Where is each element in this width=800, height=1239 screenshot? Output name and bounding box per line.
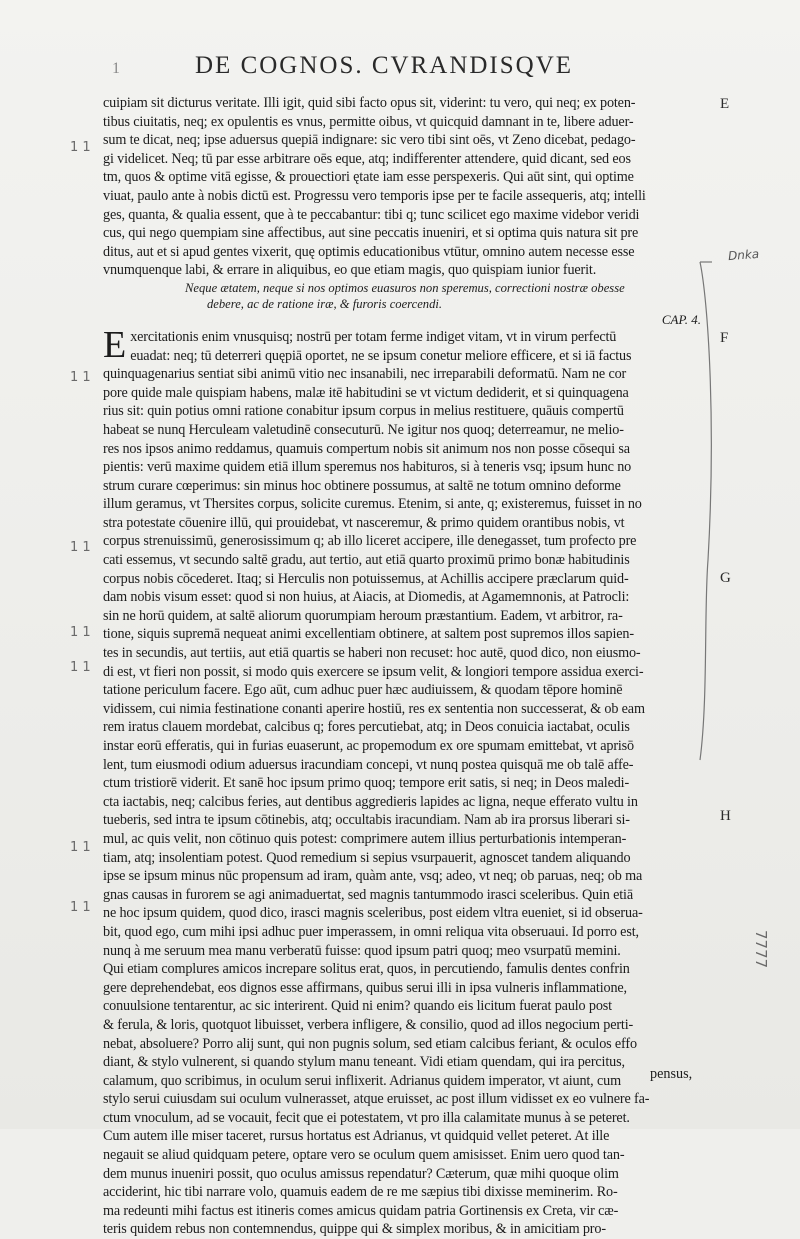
pencil-mark: 1 1	[70, 370, 91, 385]
margin-letter-h: H	[720, 808, 731, 824]
text-line: ma redeunti mihi factus est itineris comes amicus quidam patria Gortinensis ex Creta, vir cæ-	[103, 1202, 619, 1219]
text-line: Cum autem ille miser taceret, rursus hortatus est Adrianus, vt quidquid vellet peteret. At ille	[103, 1128, 610, 1145]
catchword: pensus,	[650, 1066, 693, 1082]
text-line: tione, siquis supremā nequeat animi excellentiam obtinere, at saltem post supremos illos sapien-	[103, 626, 634, 643]
pencil-mark: 1 1	[70, 540, 91, 555]
text-line: pore quide male quispiam habens, malæ itē habitudini se vt victum dediderit, et si quinquagena	[103, 384, 629, 401]
text-line: sin ne horū quidem, at saltē aliorum quorumpiam heroum præstantium. Eadem, vt arbitror, ra-	[103, 607, 623, 624]
text-line: ditus, aut et si apud gentes vixerit, quę optimis educationibus vtūtur, omnino autem necesse esse	[103, 243, 635, 260]
text-line: vidissem, cui nimia festinatione conanti aperire hostiū, res ex sententia non successerat, & ob eam	[103, 700, 645, 717]
text-line: dem munus inueniri possit, quo oculus amissus rependatur? Cæterum, quæ mihi quoque olim	[103, 1165, 619, 1182]
text-line: ges, quanta, & qualia essent, que à te peccabantur: tibi q; tunc scilicet ego maxime videbor veridi	[103, 206, 640, 223]
text-line: viuat, paulo ante à nobis dictū est. Progressu vero temporis ipse per te facile assequeris, atq; intelli	[103, 187, 646, 204]
text-line: corpus strenuissimū, generosissimum q; ab illo liceret accipere, ille denegasset, tum profecto pre	[103, 533, 637, 550]
text-line: instar eorū efferatis, qui in furias euaserunt, ac propemodum ex ore spumam emittebat, vt aprisō	[103, 738, 634, 754]
text-line: acciderint, hic tibi narrare volo, quamuis eadem de re me sæpius tibi dixisse meminerim. Ro-	[103, 1184, 618, 1201]
text-line: stra potestate cōuenire illū, qui prouidebat, vt nasceremur, & primo quidem orantibus nobis, vt	[103, 514, 625, 531]
text-line: gi videlicet. Neq; tū par esse arbitrare oēs eque, atq; indifferenter attendere, quid dicant, sed eos	[103, 150, 631, 167]
chapter-heading: CAP. 4.	[661, 311, 701, 327]
text-line: stylo serui cuiusdam sui oculum vulnerasset, atque eruisset, ac post illum vidisset ex eo vulnere fa-	[103, 1091, 650, 1108]
text-line: habeat se nunq Herculeam valetudinē consecuturū. Ne igitur nos quoq; deterreamur, ne melio-	[103, 421, 624, 438]
text-line: euadat: neq; tū deterreri quępiā oportet, ne se ipsum conetur meliore efficere, et si iā factus	[130, 347, 632, 364]
text-line: tes in secundis, aut tertiis, aut etiā quartis se haberi non recuset: hoc autē, quod dico, non eiusmo-	[103, 645, 641, 662]
margin-bracket-line	[700, 262, 711, 760]
text-line: quinquagenarius sentiat sibi animū vitio nec insanabili, nec irreparabili deformatū. Nam ne cor	[103, 366, 627, 383]
text-line: nunq à me seruum mea manu verberatū fuisse: quod ipsum patri quoq; meo vsurpatū memini.	[103, 942, 621, 959]
text-line: negauit se aliud quidquam petere, optare vero se oculum quem amisisset. Enim uero quod tan-	[103, 1147, 625, 1164]
text-line: gere deprehendebat, eos dignos esse affirmans, quibus serui illi in ipsa vulneris inflammatione,	[103, 979, 627, 996]
text-line: tatione periculum facere. Ego aūt, cum adhuc puer hæc audiuissem, & quodam tēpore hominē	[103, 682, 623, 699]
drop-capital: E	[103, 323, 127, 366]
pencil-mark: 1 1	[70, 625, 91, 640]
text-line: rem iratus clauem mordebat, calcibus q; fores percutiebat, atq; in Deos conuicia iactabat, oculis	[103, 719, 630, 736]
text-line: illum geramus, vt Thersites corpus, solicite curemus. Etenim, si ante, q; existeremus, fuisset in no	[103, 496, 642, 513]
side-note-line: debere, ac de ratione iræ, & furoris coercendi.	[207, 296, 443, 311]
text-line: cta iactabis, neq; calcibus feries, aut dentibus aggredieris lapides ac ligna, neque efferato vultu in	[103, 793, 638, 810]
text-line: cati essemus, vt secundo saltē gradu, aut tertio, aut etiā quarto proximū primo bonæ habitudinis	[103, 552, 630, 569]
side-note-line: Neque ætatem, neque si nos optimos euasuros non speremus, correctioni nostræ obesse	[185, 280, 625, 295]
text-line: lent, tum eiusmodi odium aduersus iracundiam concepi, vt nunq postea quisquā me ob talē affe-	[103, 756, 634, 773]
text-line: tibus ciuitatis, neq; ex opulentis es vnus, permitte oibus, vt quicquid damnant in te, libere aduer-	[103, 113, 634, 130]
text-line: bit, quod ego, cum mihi ipsi adhuc puer imperassem, in omni reliqua vita obseruaui. Id porro est,	[103, 923, 639, 940]
text-line: tiam, atq; insolentiam potest. Quod remedium si sepius vsurpauerit, agnoscet tandem aliquando	[103, 849, 631, 866]
text-line: gnas causas in furorem se agi animaduertat, sed magnis tantummodo irasci sceleribus. Quin etiā	[103, 886, 633, 903]
text-line: diant, & stylo vulnerent, si quando stylum manu teneant. Vidi etiam quendam, qui ira percitus,	[103, 1054, 625, 1071]
text-line: di est, vt fieri non possit, si modo quis exercere se ipsum velit, & longiori tempore assidua exerci-	[103, 663, 644, 680]
margin-letter-e: E	[720, 96, 730, 112]
text-line: ctum vnoculum, ad se vocauit, fecit que ei potestatem, vt pro illa calamitate munus à se peteret.	[103, 1109, 630, 1126]
handwritten-note: Dnka	[727, 246, 760, 264]
pencil-mark: 1 1	[70, 840, 91, 855]
text-line: pientis: verū maxime quidem etiā illum speremus nos habituros, si à teneris vsq; ipsum hunc no	[103, 459, 632, 476]
text-line: res nos ipsos animo reddamus, quamuis compertum nobis sit animum nos non posse cōsequi sa	[103, 440, 630, 457]
text-line: Qui etiam complures amicos increpare solitus erat, quos, in percutiendo, famulis dentes confrin	[103, 961, 630, 978]
text-line: teris quidem rebus non contemnendus, quippe qui & simplex moribus, & in amicitiam pro-	[103, 1221, 606, 1238]
pencil-mark: 1 1	[70, 660, 91, 675]
text-line: corpus nobis cōcederet. Itaq; si Herculis non potuissemus, at Achillis accipere præclarum quid-	[103, 570, 629, 587]
text-line: cus, qui nego quempiam sine affectibus, aut sine peccatis inueniri, et si optima quis natura sit pre	[103, 225, 639, 242]
text-line: conuulsione tentarentur, ac sic interirent. Quid ni enim? quando eis licitum fuerat paulo post	[103, 998, 612, 1015]
text-line: mul, ac quis velit, non cōtinuo quis potest: comprimere autem illius perturbationis intemperan-	[103, 830, 627, 847]
text-line: tm, quos & optime vitā egisse, & prouectiori ętate iam esse perspexeris. Qui aūt sint, qui optime	[103, 169, 634, 186]
text-line: xercitationis enim vnusquisq; nostrū per totam ferme indiget vitam, vt in virum perfectū	[130, 328, 617, 345]
running-head: DE COGNOS. CVRANDISQVE	[195, 52, 574, 79]
text-line: ne hoc ipsum quidem, quod dico, irasci magnis sceleribus, post eidem vltra eueniet, si id obserua-	[103, 905, 643, 922]
text-line: ctum tristiorē viderit. Et sanē hoc ipsum primo quoq; tempore erit satis, si neq; in Deos maledi-	[103, 775, 630, 792]
vertical-scribble: 7777	[752, 930, 770, 969]
text-line: cuipiam sit dicturus veritate. Illi igit, quid sibi facto opus sit, viderint: tu vero, qui neq; ex poten-	[103, 95, 636, 111]
pencil-mark: 1 1	[70, 900, 91, 915]
text-line: sum te dicat, neq; ipse aduersus quepiā indignare: sic vero tibi sint oēs, vt Zeno dicebat, pedago-	[103, 132, 636, 149]
text-line: calamum, quo scribimus, in oculum serui inflixerit. Adrianus quidem imperator, vt aiunt, cum	[103, 1072, 621, 1089]
text-line: & ferula, & loris, quotquot libuisset, verbera infligere, & consilio, quod ad illos negocium perti-	[103, 1016, 634, 1033]
margin-letter-f: F	[720, 330, 729, 346]
margin-letter-g: G	[720, 570, 731, 586]
text-line: vnumquenque labi, & errare in aliquibus, eo que etiam magis, quo quispiam iunior fuerit.	[103, 262, 597, 279]
text-line: ipse se ipsum minus nūc propensum ad iram, quàm ante, vsq; adeo, vt neq; ob paruas, neq; ob ma	[103, 868, 643, 885]
text-line: dam nobis visum esset: quod si non huius, at Aiacis, at Diomedis, at Agamemnonis, at Patrocli:	[103, 589, 630, 606]
text-line: tueberis, sed intra te ipsum cōtinebis, atq; occultabis iracundiam. Nam ab ira prorsus liberari si-	[103, 812, 630, 829]
text-line: nebat, absoluere? Porro alij sunt, qui non pugnis solum, sed etiam calcibus feriant, & oculos effo	[103, 1035, 637, 1052]
text-line: rius sit: quin potius omni ratione conabitur ipsum corpus in melius restituere, quāuis compertū	[103, 403, 624, 420]
pencil-mark: 1 1	[70, 140, 91, 155]
text-line: strum curare cœperimus: sin minus hoc obtinere possumus, at saltē ne totum omnino deforme	[103, 477, 621, 494]
folio-number: 1	[112, 60, 120, 77]
